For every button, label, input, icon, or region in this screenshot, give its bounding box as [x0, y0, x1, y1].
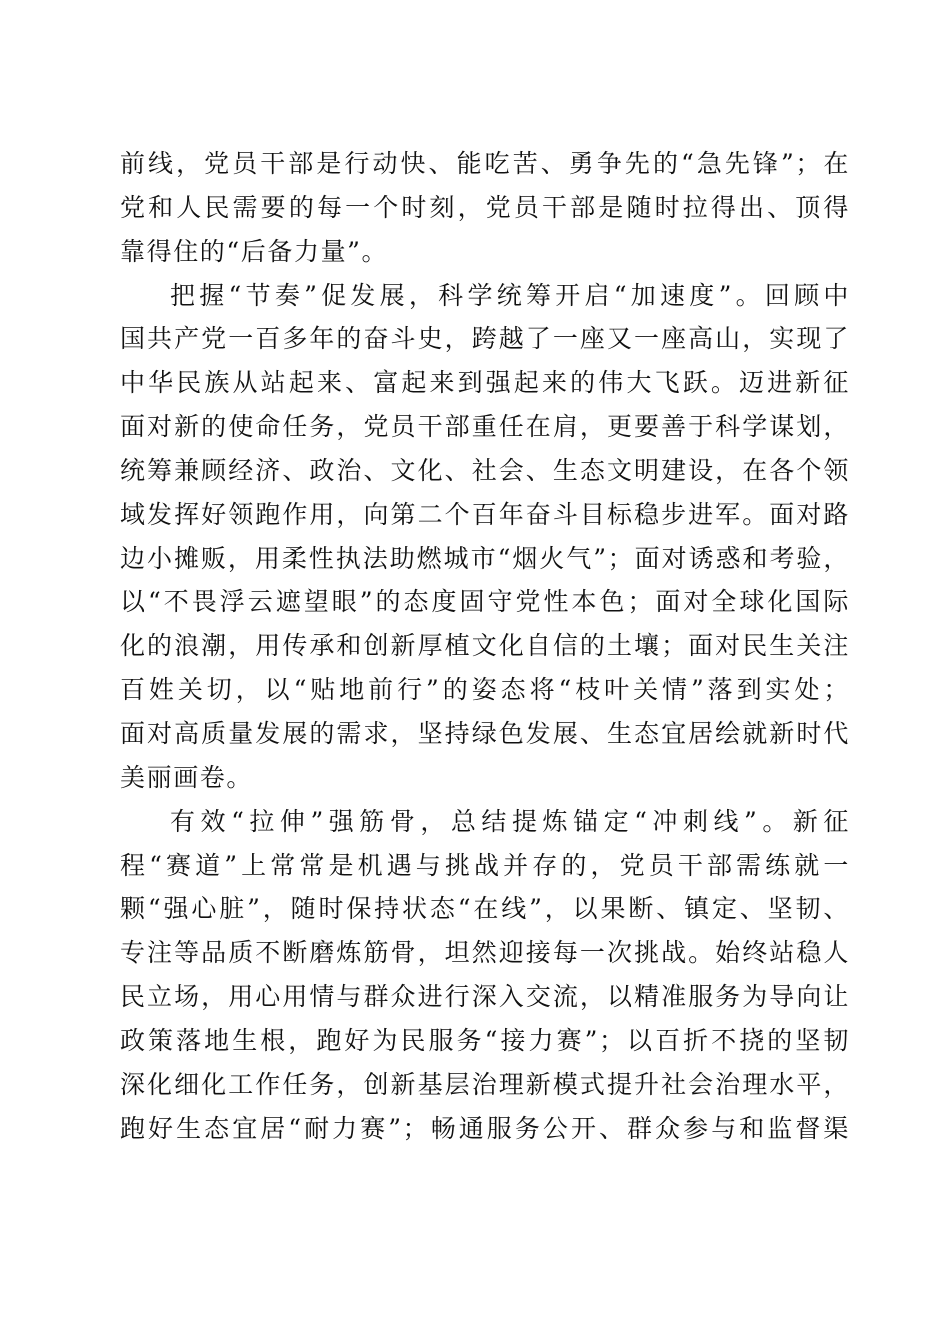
- text-line: 国共产党一百多年的奋斗史，跨越了一座又一座高山，实现了: [120, 324, 850, 354]
- text-line: 深化细化工作任务，创新基层治理新模式提升社会治理水平，: [120, 1069, 850, 1099]
- text-line: 民立场，用心用情与群众进行深入交流，以精准服务为导向让: [120, 982, 850, 1012]
- text-line: 边小摊贩，用柔性执法助燃城市“烟火气”；面对诱惑和考验，: [120, 543, 850, 573]
- text-line: 跑好生态宜居“耐力赛”；畅通服务公开、群众参与和监督渠: [120, 1113, 850, 1143]
- text-line: 面对高质量发展的需求，坚持绿色发展、生态宜居绘就新时代: [120, 718, 850, 748]
- text-line: 程“赛道”上常常是机遇与挑战并存的，党员干部需练就一: [120, 850, 850, 880]
- text-line: 面对新的使命任务，党员干部重任在肩，更要善于科学谋划，: [120, 412, 850, 442]
- text-line: 有效“拉伸”强筋骨，总结提炼锚定“冲刺线”。新征: [170, 806, 850, 836]
- text-line: 化的浪潮，用传承和创新厚植文化自信的土壤；面对民生关注: [120, 631, 850, 661]
- paragraph-1: [120, 142, 850, 274]
- body-text: [120, 142, 850, 1150]
- text-line: 政策落地生根，跑好为民服务“接力赛”；以百折不挠的坚韧: [120, 1025, 850, 1055]
- text-line: 统筹兼顾经济、政治、文化、社会、生态文明建设，在各个领: [120, 455, 850, 485]
- text-line: 专注等品质不断磨炼筋骨，坦然迎接每一次挑战。始终站稳人: [120, 938, 850, 968]
- text-line: 党和人民需要的每一个时刻，党员干部是随时拉得出、顶得: [120, 192, 850, 222]
- text-line: 美丽画卷。: [120, 762, 254, 792]
- paragraph-2: [120, 274, 850, 800]
- text-line: 靠得住的“后备力量”。: [120, 236, 389, 266]
- text-line: 把握“节奏”促发展，科学统筹开启“加速度”。回顾中: [170, 280, 850, 310]
- text-line: 颗“强心脏”，随时保持状态“在线”，以果断、镇定、坚韧、: [120, 894, 850, 924]
- text-line: 域发挥好领跑作用，向第二个百年奋斗目标稳步进军。面对路: [120, 499, 850, 529]
- paragraph-3: [120, 800, 850, 1151]
- text-line: 前线，党员干部是行动快、能吃苦、勇争先的“急先锋”；在: [120, 149, 850, 178]
- text-line: 百姓关切，以“贴地前行”的姿态将“枝叶关情”落到实处；: [120, 675, 850, 705]
- text-line: 以“不畏浮云遮望眼”的态度固守党性本色；面对全球化国际: [120, 587, 850, 617]
- text-line: 中华民族从站起来、富起来到强起来的伟大飞跃。迈进新征: [120, 368, 850, 398]
